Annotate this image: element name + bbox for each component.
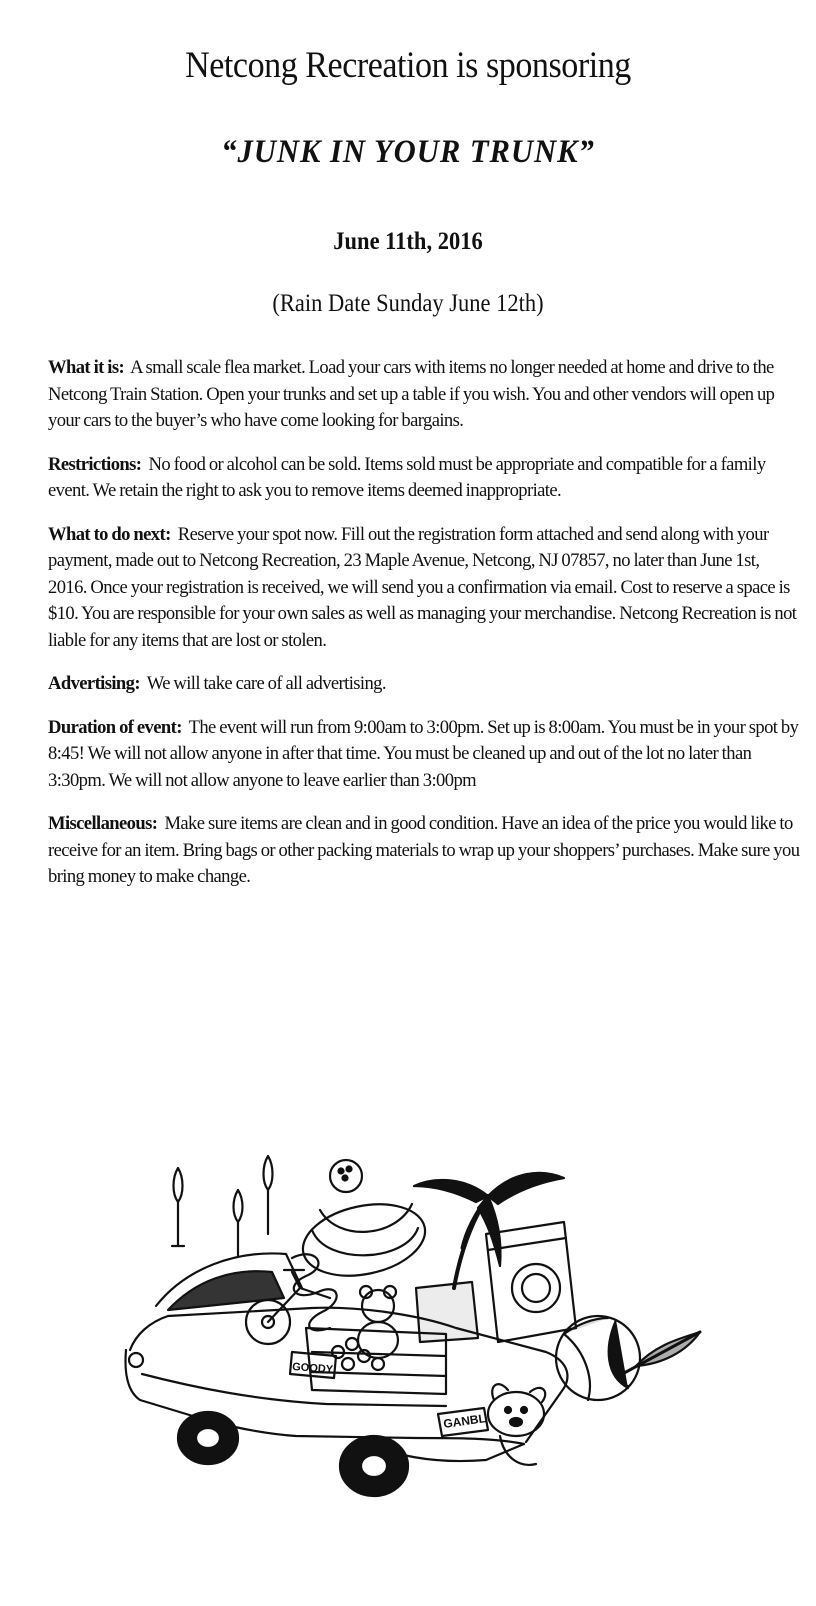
junk-car-illustration <box>116 1138 704 1533</box>
section-text: Reserve your spot now. Fill out the registration form attached and send along with your payment, made out to Netcong Recreation, 23 Maple Avenue, Netcong, NJ 07857, no later than June 1st, 2016. Once your registration is received, we will send you a confirmation via email. Cost to reserve a space is $10. You are responsible for your own sales as well as managing your merchandise. Netcong Recreation is not liable for any items that are lost or stolen. <box>48 523 797 651</box>
section-label: Miscellaneous: <box>48 813 158 834</box>
license-plate: GANBL <box>442 1411 487 1431</box>
section-advertising <box>48 671 800 698</box>
section-label: Advertising: <box>48 673 140 694</box>
sponsor-line: Netcong Recreation is sponsoring <box>185 45 631 86</box>
section-text: We will take care of all advertising. <box>146 673 386 694</box>
event-title: “JUNK IN YOUR TRUNK” <box>221 134 595 170</box>
teddy-bear-icon <box>358 1286 398 1358</box>
section-text: Make sure items are clean and in good condition. Have an idea of the price you would like to receive for an item. Bring bags or other packing materials to wrap up your shoppers’ purchases. Make sure you bring money to make change. <box>48 813 800 887</box>
section-label: Restrictions: <box>48 453 142 475</box>
car-icon <box>126 1253 568 1496</box>
section-text: A small scale flea market. Load your cars with items no longer needed at home and drive to the Netcong Train Station. Open your trunks and set up a table if you wish. You and other vendors will open up your cars to the buyer’s who have come looking for bargains. <box>48 357 775 431</box>
section-label: What it is: <box>48 357 125 378</box>
section-label: Duration of event: <box>48 716 182 738</box>
flyer-body <box>48 355 800 908</box>
section-duration <box>48 715 800 795</box>
section-text: The event will run from 9:00am to 3:00pm. Set up is 8:00am. You must be in your spot by 8:45! We will not allow anyone in after that time. You must be cleaned up and out of the lot no later than 3:30pm. We will not allow anyone to leave earlier than 3:00pm <box>48 716 799 791</box>
section-what-it-is <box>48 355 800 435</box>
section-miscellaneous <box>48 811 800 891</box>
section-restrictions <box>48 452 800 505</box>
beach-ball-icon <box>556 1316 640 1400</box>
rain-date: (Rain Date Sunday June 12th) <box>272 290 544 317</box>
crate-label: GOODY <box>291 1361 334 1376</box>
section-label: What to do next: <box>48 523 171 545</box>
section-what-to-do-next <box>48 522 800 655</box>
event-date: June 11th, 2016 <box>333 228 483 255</box>
dog-icon <box>488 1384 545 1465</box>
lamp-icon <box>172 1156 273 1256</box>
section-text: No food or alcohol can be sold. Items sold must be appropriate and compatible for a family event. We retain the right to ask you to remove items deemed inappropriate. <box>48 453 766 501</box>
bowling-ball-icon <box>330 1160 362 1192</box>
barrel-icon <box>296 1194 431 1286</box>
